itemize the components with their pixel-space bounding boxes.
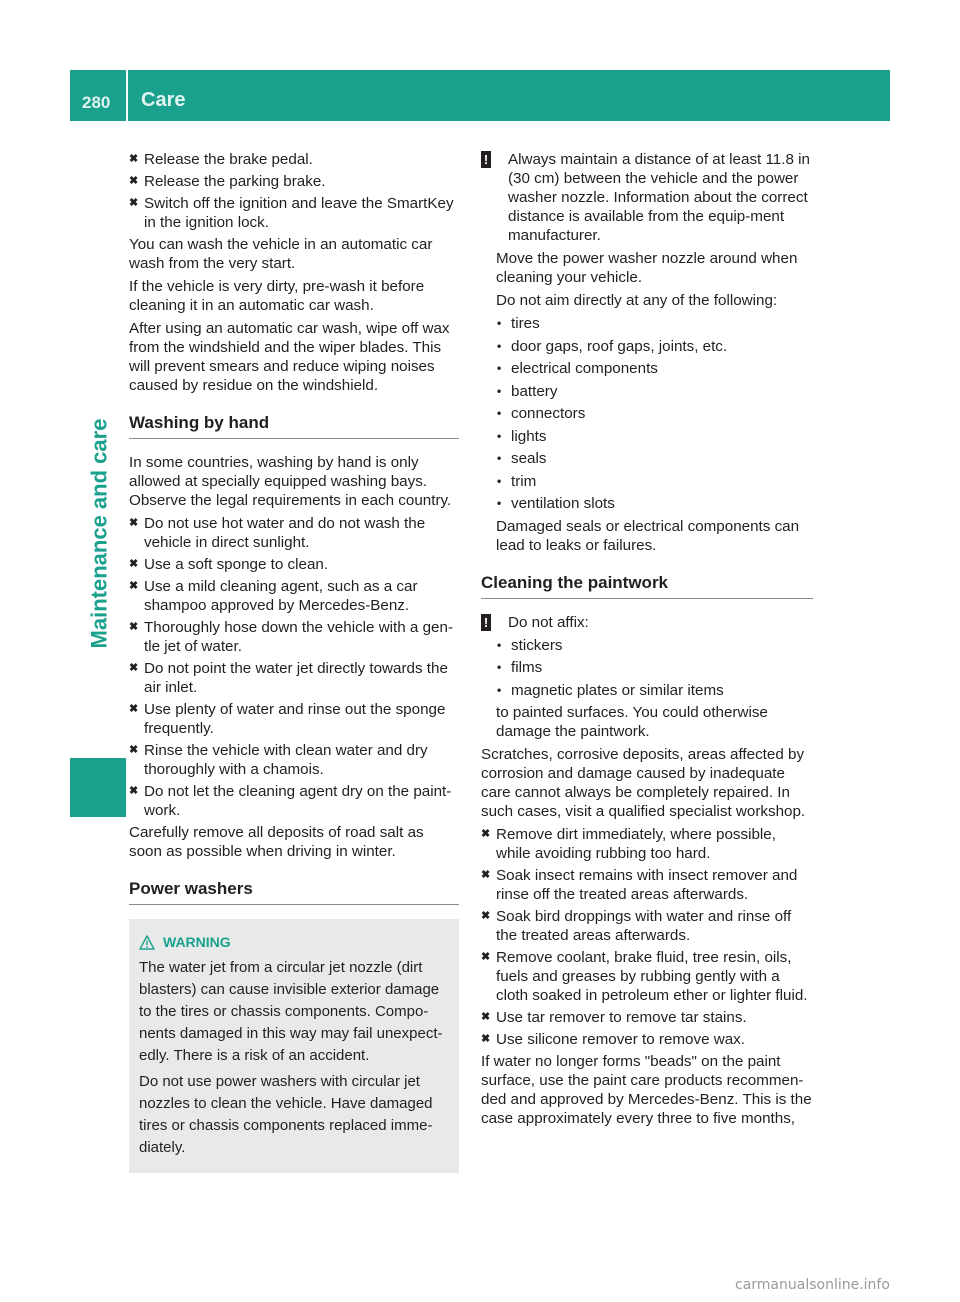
- arrow-icon: ✖: [129, 175, 139, 187]
- list-item: [496, 494, 813, 513]
- list-item: [496, 681, 813, 700]
- bullet-icon: •: [497, 428, 502, 443]
- bullet-icon: •: [497, 451, 502, 465]
- list-item: [496, 382, 813, 401]
- header-divider: [126, 70, 128, 121]
- arrow-icon: ✖: [481, 828, 491, 840]
- arrow-icon: ✖: [129, 662, 139, 674]
- arrow-icon: ✖: [129, 785, 139, 797]
- bullet-icon: •: [497, 406, 502, 420]
- bullet-icon: •: [497, 682, 502, 697]
- heading-power-washers: Power washers: [129, 878, 459, 905]
- list-item-text: tires: [511, 315, 540, 332]
- step-text: Remove dirt immediately, where possible, while avoiding rubbing too hard.: [496, 826, 776, 862]
- step-text: Use silicone remover to remove wax.: [496, 1031, 745, 1048]
- arrow-icon: ✖: [129, 558, 139, 570]
- bullet-icon: •: [497, 637, 502, 652]
- step-text: Use a mild cleaning agent, such as a car shampoo approved by Mercedes-Benz.: [144, 578, 418, 614]
- step-item: [481, 1008, 813, 1027]
- step-text: Release the parking brake.: [144, 173, 326, 190]
- list-item-text: trim: [511, 472, 537, 490]
- bullet-icon: •: [497, 383, 502, 398]
- step-text: Do not use hot water and do not wash the vehicle in direct sunlight.: [144, 515, 426, 551]
- step-item: [129, 577, 459, 615]
- notice-text: Always maintain a distance of at least 11.8 in (30 cm) between the vehicle and the power washer nozzle. Information about the correct distance is available from the equip-ment manufacturer.: [508, 151, 810, 244]
- step-text: Soak insect remains with insect remover and rinse off the treated areas afterwards.: [496, 867, 798, 903]
- arrow-icon: ✖: [481, 951, 491, 963]
- warning-text: The water jet from a circular jet nozzle (dirt blasters) can cause invisible exterior damage to the tires or chassis components. Compo-nents damaged in this way may fail unexpect-edly. There is a risk of an accident.: [139, 959, 443, 1064]
- step-text: Use a soft sponge to clean.: [144, 556, 329, 573]
- step-text: Use plenty of water and rinse out the sponge frequently.: [144, 701, 446, 737]
- step-text: Do not point the water jet directly towards the air inlet.: [144, 660, 448, 696]
- step-item: [129, 741, 459, 779]
- step-item: [129, 618, 459, 656]
- list-item: [496, 449, 813, 468]
- paragraph: Carefully remove all deposits of road salt as soon as possible when driving in winter.: [129, 824, 424, 860]
- side-tab-label: [84, 308, 114, 758]
- affix-list: [481, 636, 813, 700]
- paragraph: Damaged seals or electrical components can lead to leaks or failures.: [496, 517, 800, 554]
- watermark: carmanualsonline.info: [735, 1277, 890, 1293]
- list-item: [496, 314, 813, 333]
- side-tab-text: Maintenance and care: [86, 418, 112, 648]
- list-item-text: door gaps, roof gaps, joints, etc.: [511, 337, 728, 355]
- list-item: [496, 658, 813, 677]
- list-item: [496, 636, 813, 655]
- list-item: [496, 472, 813, 491]
- step-item: [129, 659, 459, 697]
- list-item-text: stickers: [511, 636, 563, 654]
- right-column: [481, 150, 813, 1132]
- paragraph: to painted surfaces. You could otherwise damage the paintwork.: [496, 704, 768, 740]
- bullet-icon: •: [497, 473, 502, 488]
- step-item: [129, 700, 459, 738]
- bullet-icon: •: [497, 361, 502, 375]
- arrow-icon: ✖: [129, 153, 139, 165]
- step-item: [481, 866, 813, 904]
- paragraph: After using an automatic car wash, wipe off wax from the windshield and the wiper blades. This will prevent smears and reduce wiping noises caused by residue on the windshield.: [129, 320, 450, 394]
- bullet-icon: •: [497, 316, 502, 330]
- step-text: Rinse the vehicle with clean water and dry thoroughly with a chamois.: [144, 742, 428, 778]
- list-item-text: magnetic plates or similar items: [511, 681, 724, 699]
- step-text: Switch off the ignition and leave the SmartKey in the ignition lock.: [144, 195, 454, 231]
- paragraph: Do not aim directly at any of the following:: [496, 292, 778, 309]
- arrow-icon: ✖: [481, 1011, 491, 1023]
- arrow-icon: ✖: [481, 1033, 491, 1045]
- list-item: [496, 337, 813, 356]
- step-item: [481, 1030, 813, 1049]
- step-item: [129, 150, 459, 169]
- list-item-text: lights: [511, 427, 547, 445]
- list-item-text: battery: [511, 382, 558, 400]
- list-item-text: electrical components: [511, 360, 658, 377]
- step-text: Release the brake pedal.: [144, 151, 313, 168]
- step-text: Use tar remover to remove tar stains.: [496, 1009, 747, 1026]
- aim-list: [481, 314, 813, 513]
- step-text: Remove coolant, brake fluid, tree resin, oils, fuels and greases by rubbing gently with a cloth soaked in petroleum ether or lighter fluid.: [496, 949, 808, 1004]
- step-item: [481, 948, 813, 1005]
- paragraph: You can wash the vehicle in an automatic car wash from the very start.: [129, 236, 433, 272]
- step-text: Soak bird droppings with water and rinse off the treated areas afterwards.: [496, 908, 792, 944]
- arrow-icon: ✖: [481, 910, 491, 922]
- step-text: Do not let the cleaning agent dry on the paint-work.: [144, 783, 452, 819]
- step-item: [129, 555, 459, 574]
- step-item: [129, 782, 459, 820]
- warning-box: [129, 919, 459, 1173]
- list-item-text: seals: [511, 450, 547, 467]
- bullet-icon: •: [497, 496, 502, 510]
- arrow-icon: ✖: [481, 869, 491, 881]
- page-title: Care: [141, 89, 186, 111]
- list-item-text: films: [511, 659, 543, 676]
- warning-triangle-icon: [139, 935, 155, 950]
- notice-distance: [481, 150, 813, 245]
- step-item: [481, 825, 813, 863]
- warning-text: Do not use power washers with circular jet nozzles to clean the vehicle. Have damaged tires or chassis components replaced imme-diately.: [139, 1073, 433, 1156]
- step-item: [129, 194, 459, 232]
- paragraph: In some countries, washing by hand is only allowed at specially equipped washing bays. Observe the legal requirements in each country.: [129, 454, 452, 509]
- list-item-text: ventilation slots: [511, 495, 615, 512]
- list-item: [496, 427, 813, 446]
- arrow-icon: ✖: [129, 703, 139, 715]
- list-item-text: connectors: [511, 405, 586, 422]
- left-column: [129, 150, 459, 1173]
- step-item: [129, 172, 459, 191]
- arrow-icon: ✖: [129, 197, 139, 209]
- header-bar: [70, 70, 890, 121]
- step-item: [481, 907, 813, 945]
- notice-text: Do not affix:: [508, 613, 589, 631]
- exclamation-icon: !: [481, 614, 491, 631]
- warning-header: [139, 931, 451, 953]
- heading-cleaning-paintwork: Cleaning the paintwork: [481, 572, 813, 599]
- bullet-icon: •: [497, 660, 502, 674]
- list-item: [496, 359, 813, 378]
- arrow-icon: ✖: [129, 517, 139, 529]
- heading-washing-by-hand: Washing by hand: [129, 412, 459, 439]
- arrow-icon: ✖: [129, 580, 139, 592]
- arrow-icon: ✖: [129, 744, 139, 756]
- paragraph: If water no longer forms "beads" on the paint surface, use the paint care products recommen-ded and approved by Mercedes-Benz. This is the case approximately every three to five months,: [481, 1053, 812, 1127]
- paragraph: If the vehicle is very dirty, pre-wash it before cleaning it in an automatic car wash.: [129, 278, 425, 314]
- arrow-icon: ✖: [129, 621, 139, 633]
- list-item: [496, 404, 813, 423]
- side-tab-block: [70, 758, 126, 817]
- page-number: 280: [82, 93, 111, 112]
- paragraph: Scratches, corrosive deposits, areas affected by corrosion and damage caused by inadequate care cannot always be completely repaired. In such cases, visit a qualified specialist workshop.: [481, 746, 806, 820]
- notice-affix: [481, 613, 813, 632]
- step-item: [129, 514, 459, 552]
- step-text: Thoroughly hose down the vehicle with a gen-tle jet of water.: [144, 619, 454, 655]
- warning-title: WARNING: [163, 934, 231, 950]
- bullet-icon: •: [497, 338, 502, 353]
- paragraph: Move the power washer nozzle around when cleaning your vehicle.: [496, 250, 798, 286]
- exclamation-icon: !: [481, 151, 491, 168]
